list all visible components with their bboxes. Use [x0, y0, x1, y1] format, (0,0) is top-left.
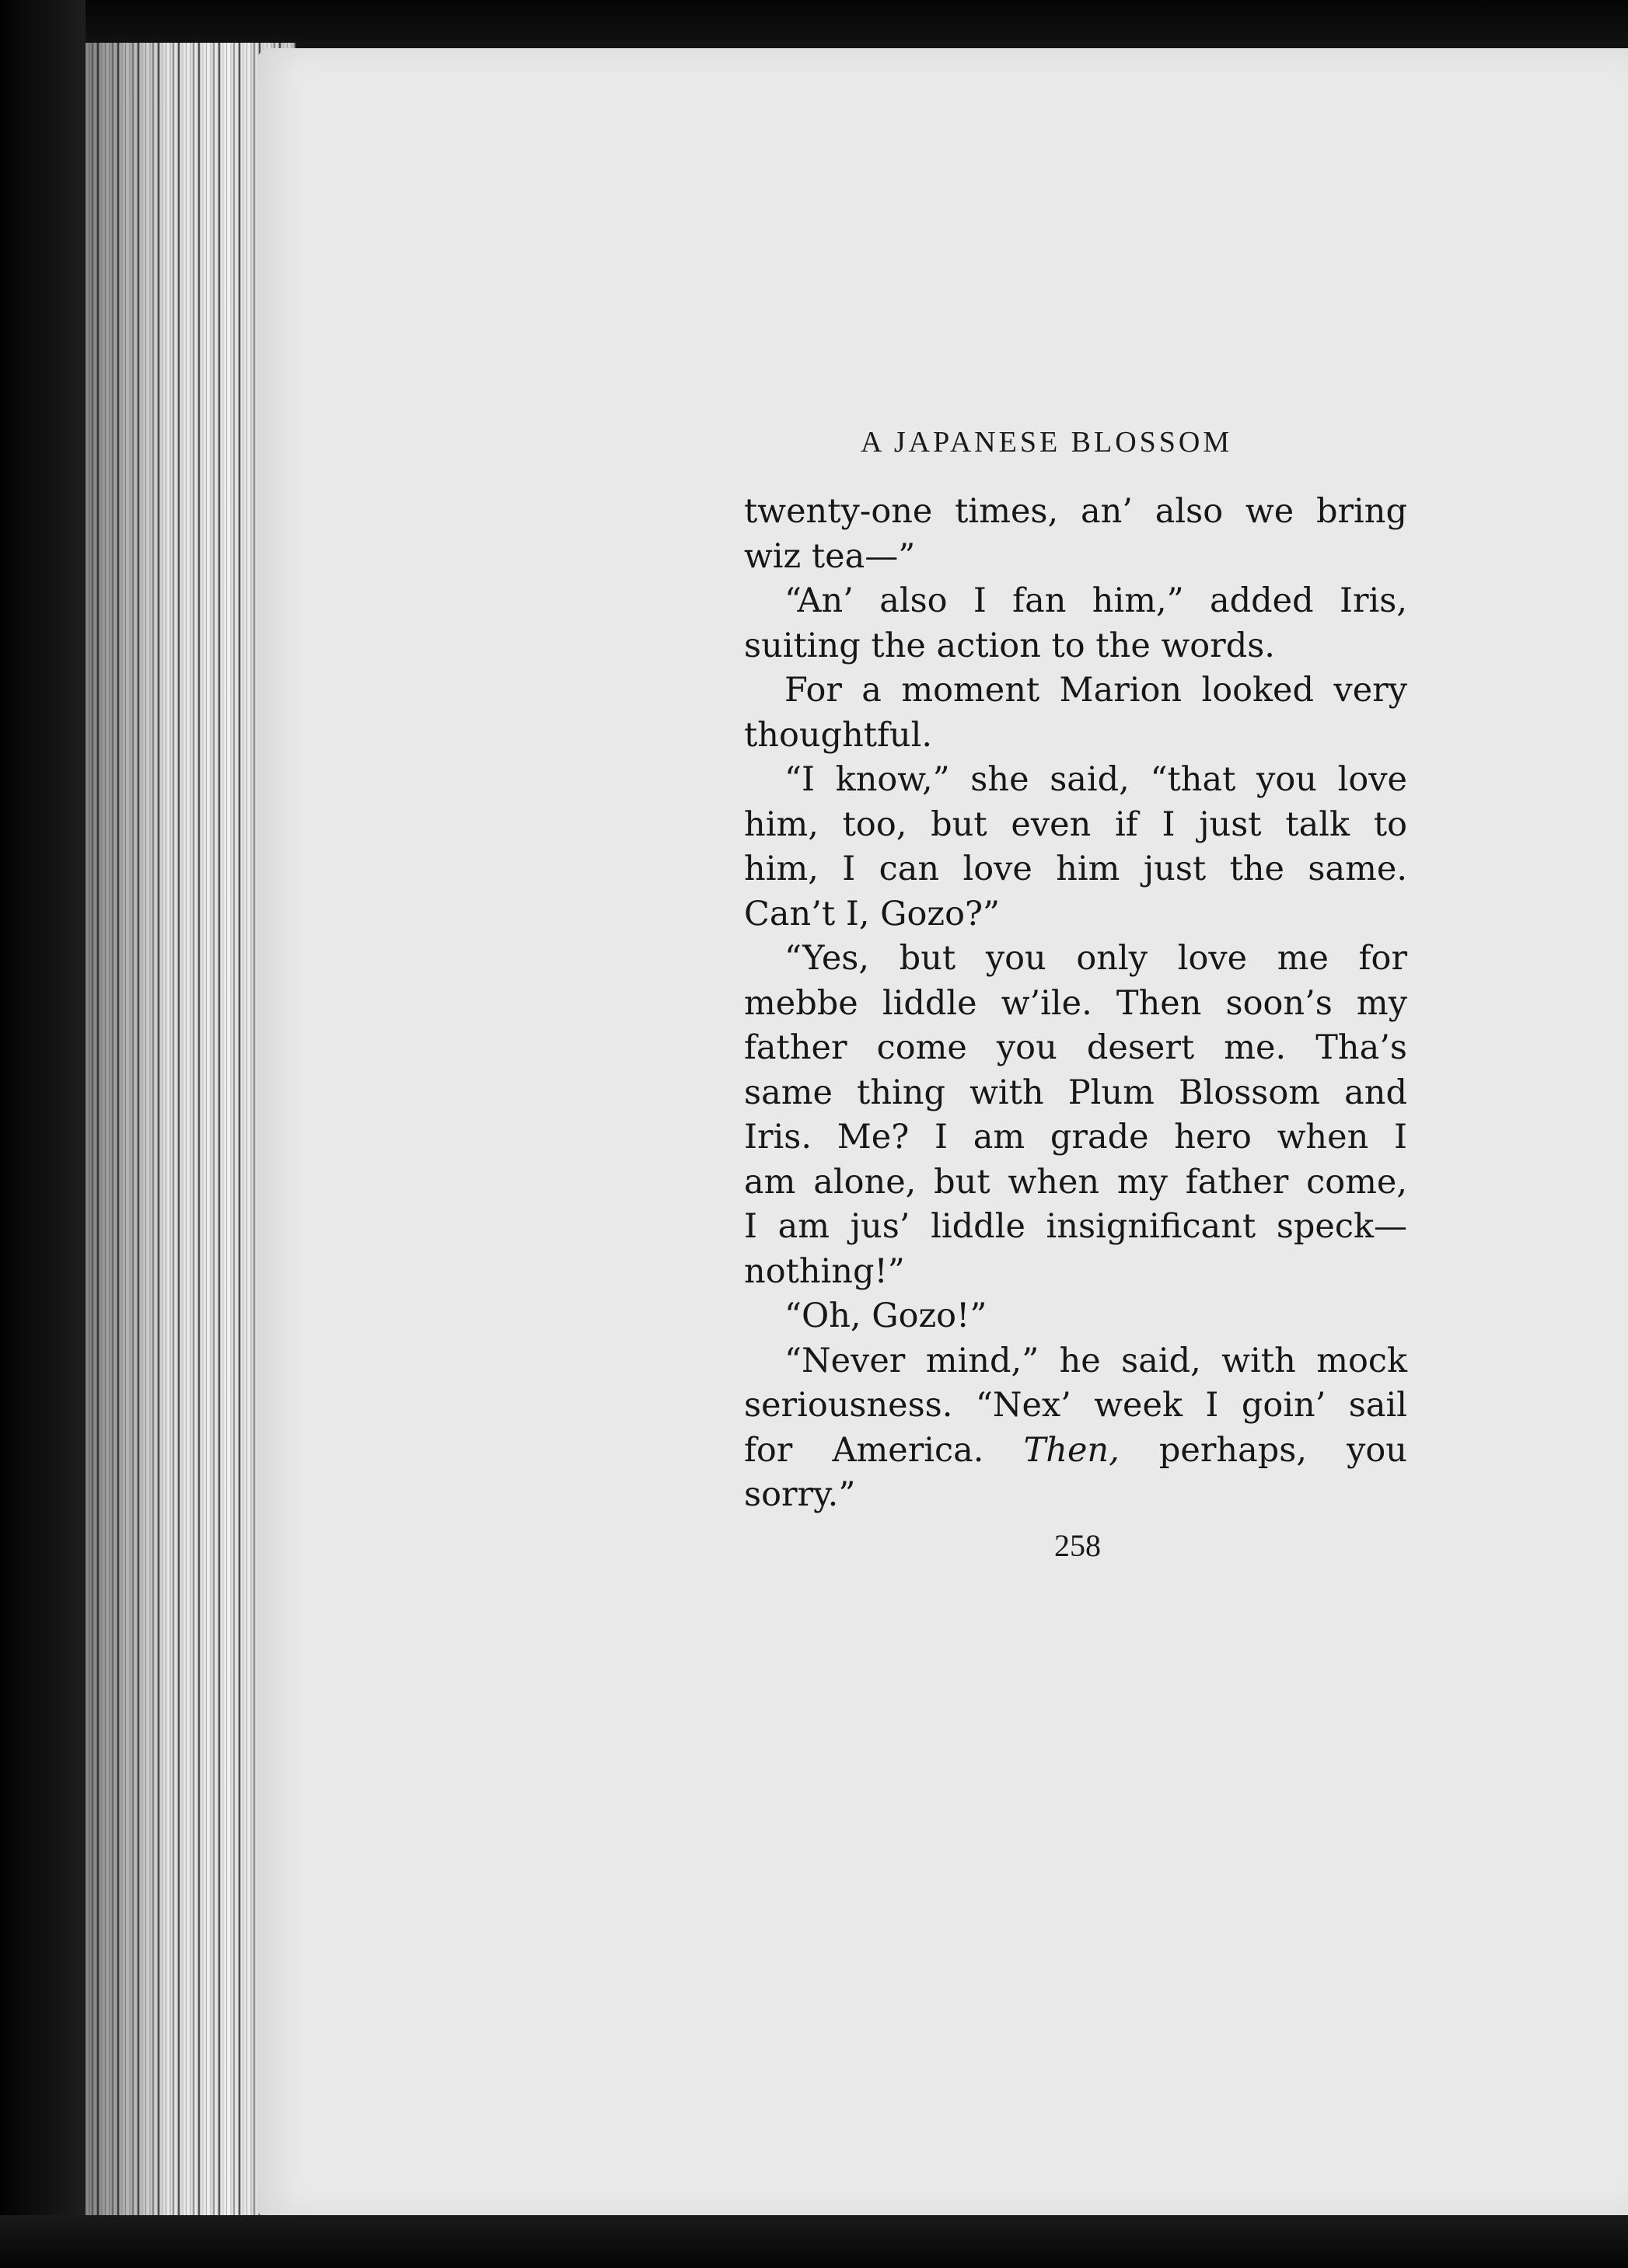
text-line: Iris. Me? I am grade hero when I: [744, 1118, 1407, 1157]
body-text: [744, 490, 1407, 1518]
text-line: “An’ also I fan him,” added Iris,: [784, 581, 1407, 620]
text-line: nothing!”: [744, 1251, 905, 1291]
text-line: For a moment Marion looked very: [784, 671, 1407, 710]
text-line: seriousness. “Nex’ week I goin’ sail: [744, 1386, 1407, 1425]
text-segment: perhaps, you: [1158, 1430, 1408, 1470]
running-head: A JAPANESE BLOSSOM: [861, 426, 1233, 459]
text-line: “Oh, Gozo!”: [784, 1296, 987, 1335]
text-line: sorry.”: [744, 1475, 856, 1514]
scan-border-bottom: [0, 2215, 1628, 2268]
text-line: Can’t I, Gozo?”: [744, 894, 1000, 933]
text-segment: for America.: [744, 1430, 984, 1470]
text-line: him, too, but even if I just talk to: [744, 804, 1407, 844]
text-line: “I know,” she said, “that you love: [784, 760, 1407, 799]
text-line: thoughtful.: [744, 715, 933, 755]
text-line: wiz tea—”: [744, 536, 916, 576]
text-line: father come you desert me. Tha’s: [744, 1028, 1407, 1067]
text-line: “Never mind,” he said, with mock: [784, 1341, 1407, 1380]
text-line: suiting the action to the words.: [744, 626, 1275, 665]
text-line: am alone, but when my father come,: [744, 1162, 1407, 1202]
text-line-mixed: [744, 1429, 1407, 1474]
text-line: same thing with Plum Blossom and: [744, 1073, 1407, 1112]
text-line: him, I can love him just the same.: [744, 850, 1407, 888]
text-line: “Yes, but you only love me for: [784, 939, 1407, 978]
text-line: I am jus’ liddle insignificant speck—: [744, 1207, 1407, 1246]
scan-border-left: [0, 0, 86, 2268]
text-line: twenty-one times, an’ also we bring: [744, 492, 1407, 531]
italic-word: Then,: [1023, 1430, 1120, 1470]
page-number: 258: [1054, 1528, 1101, 1563]
text-line: mebbe liddle w’ile. Then soon’s my: [744, 983, 1407, 1023]
